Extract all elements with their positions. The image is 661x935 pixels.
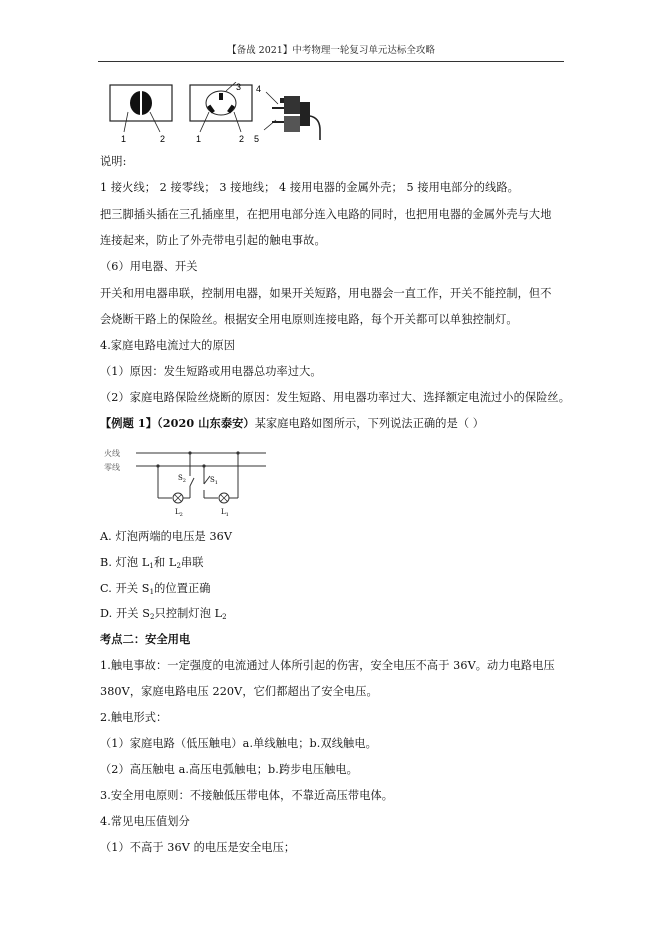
label-2a: 2	[160, 134, 166, 144]
header-divider	[98, 61, 564, 62]
label-1b: 1	[196, 134, 202, 144]
text-line: （1）家庭电路（低压触电）a.单线触电；b.双线触电。	[100, 737, 377, 750]
label-5: 5	[254, 134, 260, 144]
label-3: 3	[236, 82, 242, 92]
option-a: A. 灯泡两端的电压是 36V	[100, 530, 233, 543]
switch-s1-label: $S_1$	[210, 476, 218, 486]
section-title: 考点二：安全用电	[100, 632, 191, 646]
page-header: 【备战 2021】中考物理一轮复习单元达标全攻略	[227, 45, 435, 56]
example-heading	[100, 416, 484, 431]
label-1a: 1	[121, 134, 127, 144]
neutral-wire-label: 零线	[104, 463, 120, 472]
text-line: 380V，家庭电路电压 220V，它们都超出了安全电压。	[100, 685, 378, 698]
text-line: 连接起来，防止了外壳带电引起的触电事故。	[100, 234, 326, 247]
example-label: 【例题 1】（2020 山东泰安）	[100, 416, 255, 430]
plug-socket-figure	[108, 82, 328, 146]
text-line: 1 接火线； 2 接零线； 3 接地线； 4 接用电器的金属外壳； 5 接用电部分的线路。	[100, 181, 519, 194]
option-c: C. 开关 $S_1$的位置正确	[100, 582, 211, 596]
text-line: 1.触电事故：一定强度的电流通过人体所引起的伤害，安全电压不高于 36V。动力电路电压	[100, 659, 555, 672]
text-line: 会烧断干路上的保险丝。根据安全用电原则连接电路，每个开关都可以单独控制灯。	[100, 313, 518, 326]
live-wire-label: 火线	[104, 449, 120, 458]
circuit-diagram	[104, 440, 268, 516]
text-line: 4.家庭电路电流过大的原因	[100, 339, 236, 352]
text-line: （1）不高于 36V 的电压是安全电压；	[100, 841, 296, 854]
text-line: 2.触电形式：	[100, 711, 168, 724]
option-d: D. 开关 $S_2$只控制灯泡 $L_2$	[100, 607, 227, 621]
label-4: 4	[256, 84, 262, 94]
text-line: 3.安全用电原则：不接触低压带电体，不靠近高压带电体。	[100, 789, 394, 802]
example-question: 某家庭电路如图所示，下列说法正确的是（ ）	[254, 417, 485, 430]
text-line: 说明:	[100, 155, 127, 168]
lamp-l2-label: $L_2$	[175, 508, 183, 516]
lamp-l1-label: $L_1$	[221, 508, 229, 516]
text-line: （6）用电器、开关	[100, 260, 198, 273]
text-line: （2）家庭电路保险丝烧断的原因：发生短路、用电器功率过大、选择额定电流过小的保险丝。	[100, 391, 571, 404]
text-line: 开关和用电器串联，控制用电器，如果开关短路，用电器会一直工作，开关不能控制，但不	[100, 287, 552, 300]
label-2b: 2	[239, 134, 245, 144]
text-line: 4.常见电压值划分	[100, 815, 190, 828]
switch-s2-label: $S_2$	[178, 474, 186, 484]
text-line: 把三脚插头插在三孔插座里，在把用电部分连入电路的同时，也把用电器的金属外壳与大地	[100, 208, 552, 221]
text-line: （1）原因：发生短路或用电器总功率过大。	[100, 365, 322, 378]
option-b: B. 灯泡 $L_1$和 $L_2$串联	[100, 556, 204, 570]
text-line: （2）高压触电 a.高压电弧触电；b.跨步电压触电。	[100, 763, 358, 776]
